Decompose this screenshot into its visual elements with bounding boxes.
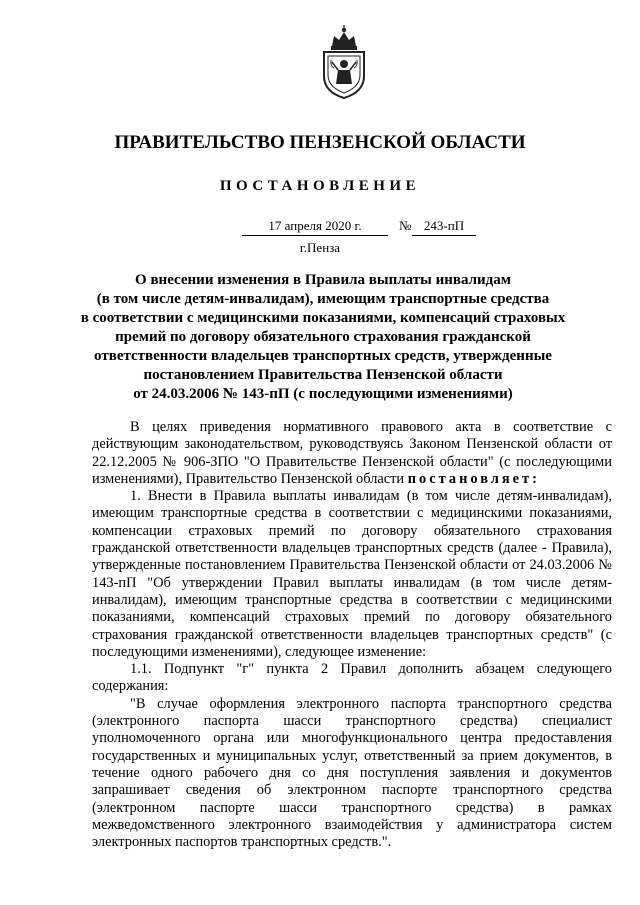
document-title [80, 271, 566, 404]
document-number: 243-пП [412, 217, 476, 236]
title-line: ответственности владельцев транспортных средств, утвержденные [94, 348, 552, 364]
title-line: от 24.03.2006 № 143-пП (с последующими изменениями) [133, 386, 513, 402]
title-line: О внесении изменения в Правила выплаты инвалидам [135, 272, 511, 288]
paragraph-quote: "В случае оформления электронного паспорта транспортного средства (электронного паспорта шасси транспортного средства) специалист уполномоченного органа или многофункционального центра предоставления государственных и муниципальных услуг, ответственный за прием документов, в течение одного рабочего дня со дня поступления заявления и документов запрашивает сведения об электронном паспорте транспортного средства (электронном паспорте шасси транспортного средства) в рамках межведомственного электронного взаимодействия у администратора систем электронных паспортов транспортных средств.". [92, 695, 612, 851]
city: г.Пенза [299, 240, 341, 255]
document-body [92, 419, 612, 851]
document-type: ПОСТАНОВЛЕНИЕ [219, 178, 421, 194]
title-line: в соответствии с медицинскими показаниями, компенсаций страховых [80, 310, 566, 326]
decree-word: постановляет: [407, 470, 540, 487]
title-line: (в том числе детям-инвалидам), имеющим транспортные средства [96, 291, 550, 307]
organization-name: ПРАВИТЕЛЬСТВО ПЕНЗЕНСКОЙ ОБЛАСТИ [114, 132, 526, 153]
title-line: постановлением Правительства Пензенской области [143, 367, 503, 383]
date-number-line [0, 217, 640, 237]
paragraph-preamble [92, 419, 612, 488]
coat-of-arms-icon [318, 24, 370, 100]
document-date: 17 апреля 2020 г. [242, 217, 388, 236]
number-sign: № [399, 218, 412, 233]
paragraph-item-1-1: 1.1. Подпункт "г" пункта 2 Правил дополнить абзацем следующего содержания: [92, 661, 612, 695]
paragraph-item-1: 1. Внести в Правила выплаты инвалидам (в том числе детям-инвалидам), имеющим транспортные средства в соответствии с медицинскими показаниями, компенсации страховых премий по договору обязательного страхования гражданской ответственности владельцев транспортных средств (далее - Правила), утвержденные постановлением Правительства Пензенской области от 24.03.2006 № 143-пП "Об утверждении Правил выплаты инвалидам (в том числе детям-инвалидам), имеющим транспортные средства в соответствии с медицинскими показаниями, компенсаций страховых премий по договору обязательного страхования гражданской ответственности владельцев транспортных средств" (с последующими изменениями), следующее изменение: [92, 488, 612, 660]
title-line: премий по договору обязательного страхования гражданской [115, 329, 531, 345]
preamble-text: В целях приведения нормативного правового акта в соответствие с действующим законодательством, руководствуясь Законом Пензенской области от 22.12.2005 № 906-ЗПО "О Правительстве Пензенской области" (с последующими изменениями), Правительство Пензенской области [92, 419, 612, 487]
